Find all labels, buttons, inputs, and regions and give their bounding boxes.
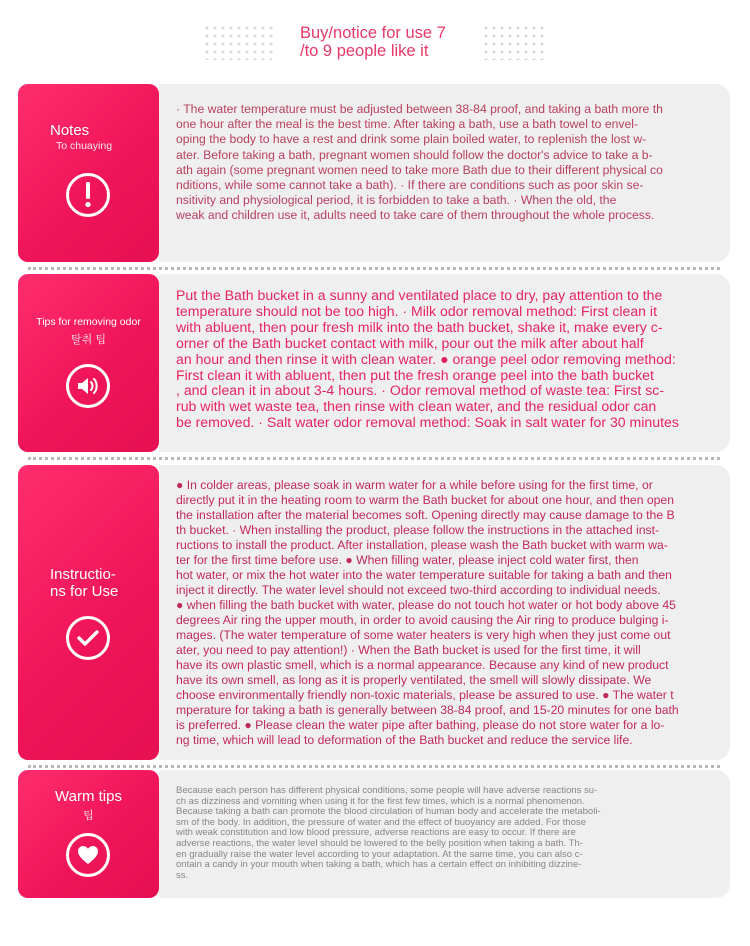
notes-text-line: ater. Before taking a bath, pregnant women should follow the doctor's advice to take a b- <box>176 147 653 162</box>
instructions-text-line: inject it directly. The water level should not exceed two-third according to individual needs. <box>176 583 661 597</box>
warm-tips-text-line: adverse reactions, the water level should be lowered to the belly position when taking a bath. Th- <box>176 838 583 849</box>
notes-heading: Notes <box>50 122 90 139</box>
notes-subheading: To chuaying <box>56 140 113 152</box>
instructions-text-line: ater, you need to pay attention!) · When the Bath bucket is used for the first time, it will <box>176 643 641 657</box>
odor-tips-text-line: orner of the Bath bucket contact with milk, pour out the milk after about half <box>176 335 644 351</box>
odor-tips-section <box>18 274 730 452</box>
instructions-text-line: have its own smell, as long as it is properly ventilated, the smell will slowly dissipate. We <box>176 673 652 687</box>
instructions-text-line: have its own plastic smell, which is a normal appearance. Because any kind of new product <box>176 658 669 672</box>
notes-text-line: ath again (some pregnant women need to take more Bath due to their different physical co <box>176 162 663 177</box>
page-title-line: /to 9 people like it <box>300 42 429 60</box>
notes-text <box>176 102 704 224</box>
warm-tips-text-line: en gradually raise the water level according to your adaptation. At the same time, you can also c- <box>176 849 583 860</box>
notes-text-line: · The water temperature must be adjusted between 38-84 proof, and taking a bath more th <box>176 102 663 116</box>
warm-tips-text-line: ss. <box>176 870 189 881</box>
dots-decoration-left <box>203 24 275 60</box>
notes-section <box>18 84 730 262</box>
odor-tips-text-line: temperature should not be too high. · Milk odor removal method: First clean it <box>176 303 657 319</box>
instructions-text-line: ructions to install the product. After installation, please wash the Bath bucket with warm wa- <box>176 538 668 552</box>
dots-decoration-right <box>474 24 546 60</box>
instructions-text-line: hot water, or mix the hot water into the water temperature suitable for taking a bath and then <box>176 568 672 582</box>
warm-tips-text-line: ontain a candy in your mouth when taking a bath, which has a certain effect on inhibiting dizzine- <box>176 860 582 871</box>
instructions-text-line: ter for the first time before use. ● When filling water, please inject cold water first, then <box>176 553 639 567</box>
warm-tips-text-line: Because taking a bath can promote the blood circulation of human body and accelerate the metaboli- <box>176 807 601 818</box>
warm-tips-text-line: with weak constitution and low blood pressure, adverse reactions are easy to occur. If there are <box>176 828 576 839</box>
instructions-sidebar <box>18 465 159 760</box>
warm-tips-subheading: 팁 <box>83 810 94 822</box>
instructions-text <box>176 478 704 748</box>
warm-tips-text-line: ch as dizziness and vomiting when using it for the first few times, which is a normal phenomenon. <box>176 796 585 807</box>
warm-tips-text-line: sm of the body. In addition, the pressure of water and the effect of buoyancy are added. For those <box>176 817 586 828</box>
instructions-text-line: ng time, which will lead to deformation of the Bath bucket and reduce the service life. <box>176 733 633 747</box>
odor-tips-text-line: rub with wet waste tea, then rinse with clean water, and the residual odor can <box>176 399 657 415</box>
odor-tips-text-line: an hour and then rinse it with clean water. ● orange peel odor removing method: <box>176 351 676 367</box>
notes-sidebar <box>18 84 159 262</box>
notes-text-line: one hour after the meal is the best time. After taking a bath, use a bath towel to envel- <box>176 117 639 132</box>
warm-tips-text <box>176 786 704 881</box>
instructions-text-line: the installation after the material becomes soft. Opening directly may cause damage to the B <box>176 508 675 522</box>
notes-text-line: oping the body to have a rest and drink some plain boiled water, to replenish the lost w- <box>176 132 647 147</box>
instructions-text-line: degrees Air ring the upper mouth, in order to avoid causing the Air ring to produce bulging i- <box>176 613 669 627</box>
instructions-text-line: ● In colder areas, please soak in warm water for a while before using for the first time, or <box>176 478 653 492</box>
instructions-heading-line: ns for Use <box>50 583 119 600</box>
notes-text-line: nditions, while some cannot take a bath). · If there are conditions such as poor skin se- <box>176 178 644 193</box>
odor-tips-text <box>176 288 704 431</box>
warm-tips-text-line: Because each person has different physical conditions, some people will have adverse reactions su- <box>176 786 598 796</box>
instructions-text-line: ● when filling the bath bucket with water, please do not touch hot water or hot body above 45 <box>176 598 676 612</box>
instructions-text-line: is preferred. ● Please clean the water pipe after bathing, please do not store water for a lo- <box>176 718 665 732</box>
instructions-text-line: mages. (The water temperature of some water heaters is very high when they just come out <box>176 628 671 642</box>
section-divider <box>28 457 720 460</box>
instructions-text-line: th bucket. · When installing the product, please follow the instructions in the attached inst- <box>176 523 660 537</box>
notes-text-line: weak and children use it, adults need to take care of them throughout the whole process. <box>176 208 655 223</box>
odor-tips-text-line: with abluent, then pour fresh milk into the bath bucket, shake it, make every c- <box>176 319 663 335</box>
notes-text-line: nsitivity and physiological period, it is forbidden to take a bath. · When the old, the <box>176 193 617 208</box>
instructions-text-line: choose environmentally friendly non-toxic materials, please be assured to use. ● The water t <box>176 688 674 702</box>
odor-tips-text-line: Put the Bath bucket in a sunny and ventilated place to dry, pay attention to the <box>176 288 663 303</box>
instructions-section <box>18 465 730 760</box>
odor-tips-subheading: 탈취 팁 <box>71 334 106 346</box>
exclamation-icon <box>66 173 110 217</box>
section-divider <box>28 765 720 768</box>
odor-tips-heading: Tips for removing odor <box>36 316 141 328</box>
warm-tips-sidebar <box>18 770 159 898</box>
instructions-text-line: mperature for taking a bath is generally between 38-84 proof, and 15-20 minutes for one bath <box>176 703 679 717</box>
heart-icon <box>66 833 110 877</box>
speaker-icon <box>66 364 110 408</box>
odor-tips-text-line: , and clean it in about 3-4 hours. · Odor removal method of waste tea: First sc- <box>176 383 665 399</box>
instructions-heading-line: Instructio- <box>50 566 116 583</box>
instructions-text-line: directly put it in the heating room to warm the Bath bucket for about one hour, and then open <box>176 493 674 507</box>
checkmark-icon <box>66 616 110 660</box>
warm-tips-section <box>18 770 730 898</box>
section-divider <box>28 267 720 270</box>
odor-tips-sidebar <box>18 274 159 452</box>
page-title-line: Buy/notice for use 7 <box>300 24 446 42</box>
odor-tips-text-line: First clean it with abluent, then put the fresh orange peel into the bath bucket <box>176 367 654 383</box>
odor-tips-text-line: be removed. · Salt water odor removal method: Soak in salt water for 30 minutes <box>176 415 679 431</box>
warm-tips-heading: Warm tips <box>55 788 122 805</box>
page-title <box>290 22 480 62</box>
